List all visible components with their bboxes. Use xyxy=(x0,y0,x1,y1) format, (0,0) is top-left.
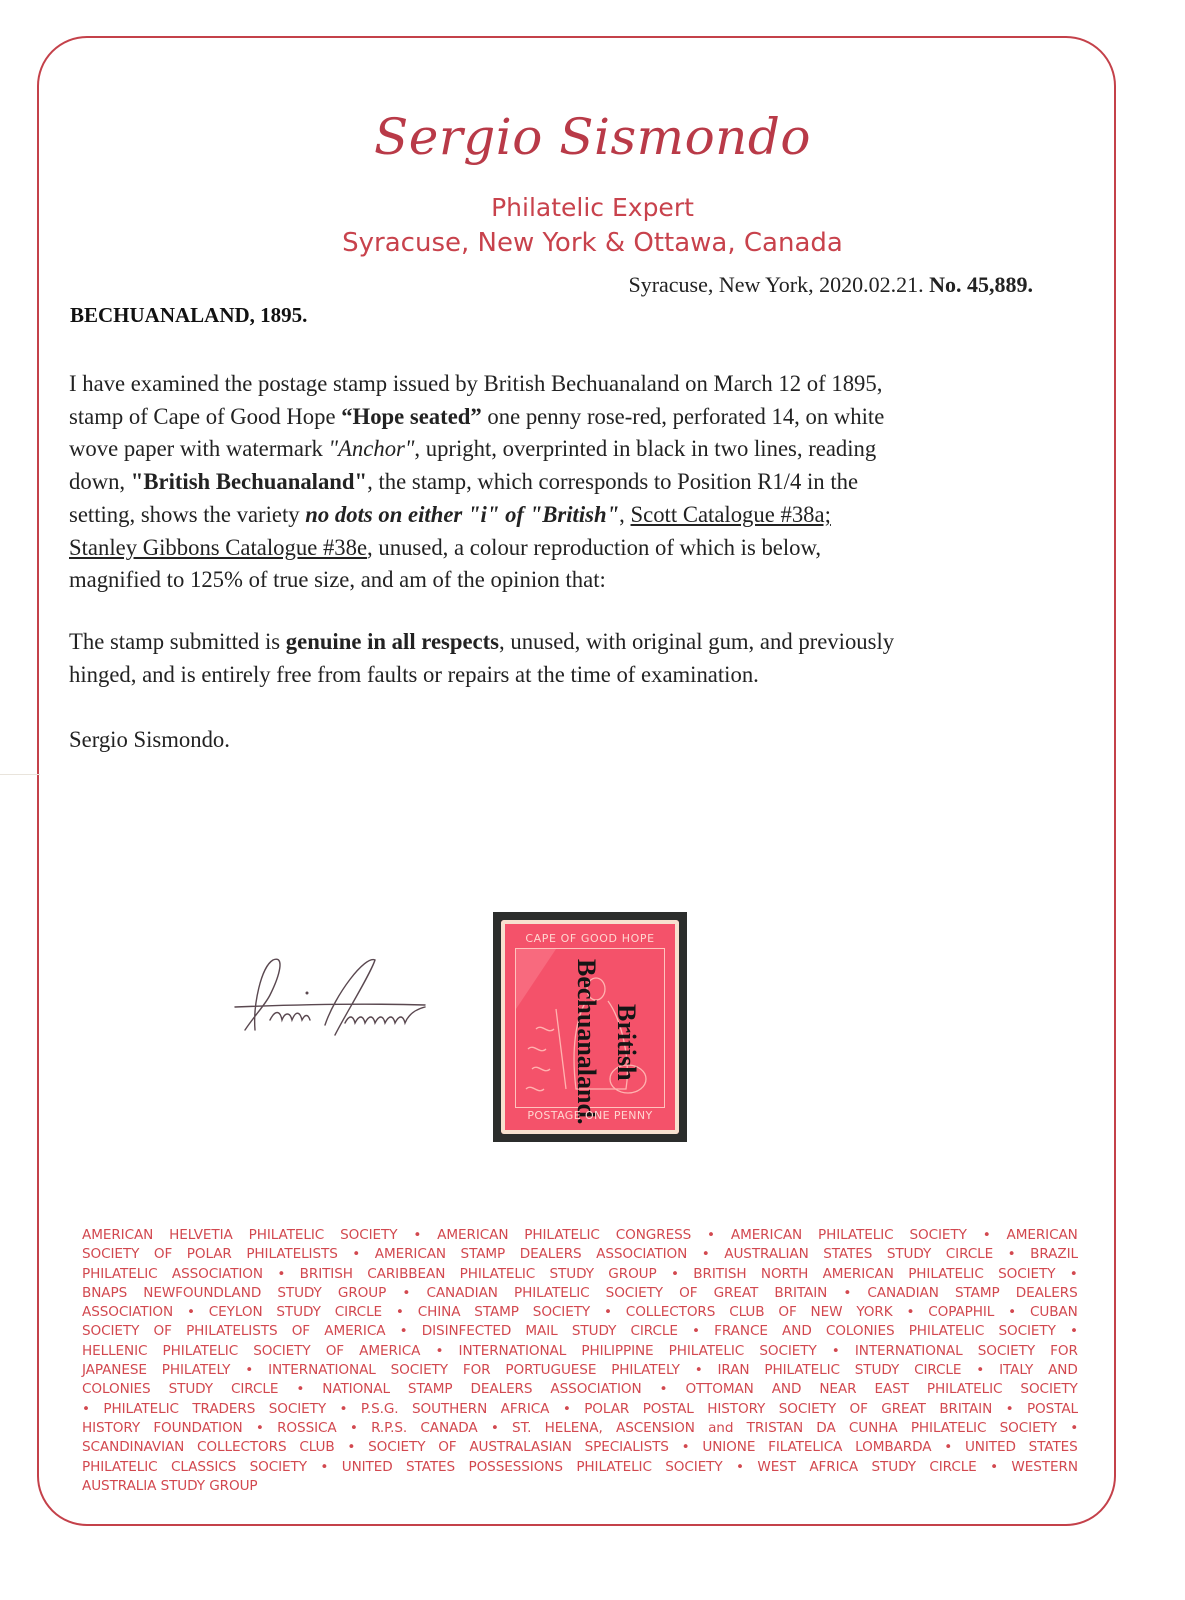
paragraph-line xyxy=(69,499,1099,532)
text-run: , xyxy=(619,501,631,527)
expert-title: Philatelic Expert xyxy=(491,193,694,222)
text-run: , unused, with original gum, and previously xyxy=(499,629,895,654)
stamp-bottom-inscription: POSTAGE ONE PENNY xyxy=(527,1109,653,1122)
expert-location: Syracuse, New York & Ottawa, Canada xyxy=(342,228,843,258)
fold-mark xyxy=(0,774,40,775)
variety-description: no dots on either "i" of "British" xyxy=(305,501,620,527)
expert-name: Sergio Sismondo xyxy=(374,108,811,166)
paragraph-line: hinged, and is entirely free from faults or repairs at the time of examination. xyxy=(69,661,759,687)
handwritten-signature xyxy=(225,935,505,1045)
text-run: stamp of Cape of Good Hope xyxy=(69,403,342,429)
text-run: , unused, a colour reproduction of which is below, xyxy=(367,534,822,560)
examination-paragraph xyxy=(69,368,1099,597)
paragraph-line: magnified to 125% of true size, and am of the opinion that: xyxy=(69,567,606,593)
opinion-verdict: genuine in all respects xyxy=(285,629,500,654)
text-run: wove paper with watermark xyxy=(69,436,329,462)
society-line: JAPANESE PHILATELY • INTERNATIONAL SOCIETY FOR PORTUGUESE PHILATELY • IRAN PHILATELIC STUDY CIRCLE • ITALY AND xyxy=(82,1362,1078,1379)
text-run: , upright, overprinted in black in two lines, reading xyxy=(414,436,877,462)
paragraph-line xyxy=(69,433,1099,466)
society-line: PHILATELIC CLASSICS SOCIETY • UNITED STATES POSSESSIONS PHILATELIC SOCIETY • WEST AFRICA STUDY CIRCLE • WESTERN xyxy=(82,1458,1078,1475)
opinion-paragraph xyxy=(69,626,1099,691)
overprint-line-bechuanaland: Bechuanaland. xyxy=(572,959,601,1125)
society-line: ASSOCIATION • CEYLON STUDY CIRCLE • CHINA STAMP SOCIETY • COLLECTORS CLUB OF NEW YORK • COPAPHIL • CUBAN xyxy=(82,1304,1078,1321)
certificate-number: No. 45,889. xyxy=(929,272,1033,297)
society-line: COLONIES STUDY CIRCLE • NATIONAL STAMP DEALERS ASSOCIATION • OTTOMAN AND NEAR EAST PHILATELIC SOCIETY xyxy=(82,1381,1078,1398)
society-memberships xyxy=(82,1226,1078,1496)
scott-catalogue-ref: Scott Catalogue #38a; xyxy=(630,501,831,527)
paragraph-line xyxy=(69,532,1099,565)
text-run: down, xyxy=(69,469,131,495)
place-date: Syracuse, New York, 2020.02.21. xyxy=(628,272,924,297)
stamp-top-inscription: CAPE OF GOOD HOPE xyxy=(525,932,655,945)
paragraph-line xyxy=(69,401,1099,434)
closing-name: Sergio Sismondo. xyxy=(69,727,230,752)
society-line: • PHILATELIC TRADERS SOCIETY • P.S.G. SOUTHERN AFRICA • POLAR POSTAL HISTORY SOCIETY OF GREAT BRITAIN • POSTAL xyxy=(82,1400,1079,1417)
society-line: SOCIETY OF POLAR PHILATELISTS • AMERICAN STAMP DEALERS ASSOCIATION • AUSTRALIAN STATES STUDY CIRCLE • BRAZIL xyxy=(82,1246,1078,1263)
society-line: PHILATELIC ASSOCIATION • BRITISH CARIBBEAN PHILATELIC STUDY GROUP • BRITISH NORTH AMERICAN PHILATELIC SOCIETY • xyxy=(82,1265,1078,1282)
design-name: “Hope seated” xyxy=(341,403,482,429)
certificate-heading: BECHUANALAND, 1895. xyxy=(70,303,308,327)
stamp xyxy=(501,920,679,1134)
text-run: setting, shows the variety xyxy=(69,501,306,527)
paragraph-line xyxy=(69,626,1099,659)
society-line: BNAPS NEWFOUNDLAND STUDY GROUP • CANADIAN PHILATELIC SOCIETY OF GREAT BRITAIN • CANADIAN STAMP DEALERS xyxy=(82,1284,1078,1301)
society-line: HELLENIC PHILATELIC SOCIETY OF AMERICA • INTERNATIONAL PHILIPPINE PHILATELIC SOCIETY • INTERNATIONAL SOCIETY FOR xyxy=(82,1342,1078,1359)
sg-catalogue-ref: Stanley Gibbons Catalogue #38e xyxy=(69,534,368,560)
society-line: HISTORY FOUNDATION • ROSSICA • R.P.S. CANADA • ST. HELENA, ASCENSION and TRISTAN DA CUNHA PHILATELIC SOCIETY • xyxy=(82,1419,1079,1436)
society-line: SCANDINAVIAN COLLECTORS CLUB • SOCIETY OF AUSTRALASIAN SPECIALISTS • UNIONE FILATELICA LOMBARDA • UNITED STATES xyxy=(82,1439,1078,1456)
overprint-line-british: British xyxy=(612,1004,641,1081)
paragraph-line xyxy=(69,466,1099,499)
society-line: AUSTRALIA STUDY GROUP xyxy=(82,1477,258,1494)
text-run: , the stamp, which corresponds to Position R1/4 in the xyxy=(367,469,859,495)
society-line: AMERICAN HELVETIA PHILATELIC SOCIETY • AMERICAN PHILATELIC CONGRESS • AMERICAN PHILATELIC SOCIETY • AMERICAN xyxy=(82,1227,1078,1243)
society-line: SOCIETY OF PHILATELISTS OF AMERICA • DISINFECTED MAIL STUDY CIRCLE • FRANCE AND COLONIES PHILATELIC SOCIETY • xyxy=(82,1323,1078,1340)
paragraph-line: I have examined the postage stamp issued by British Bechuanaland on March 12 of 1895, xyxy=(69,371,883,396)
dateline xyxy=(628,272,1033,298)
text-run: one penny rose-red, perforated 14, on white xyxy=(481,403,885,429)
watermark-name: "Anchor" xyxy=(328,436,415,462)
text-run: The stamp submitted is xyxy=(69,629,286,654)
overprint-name: "British Bechuanaland" xyxy=(130,469,368,495)
stamp-image xyxy=(493,912,687,1142)
